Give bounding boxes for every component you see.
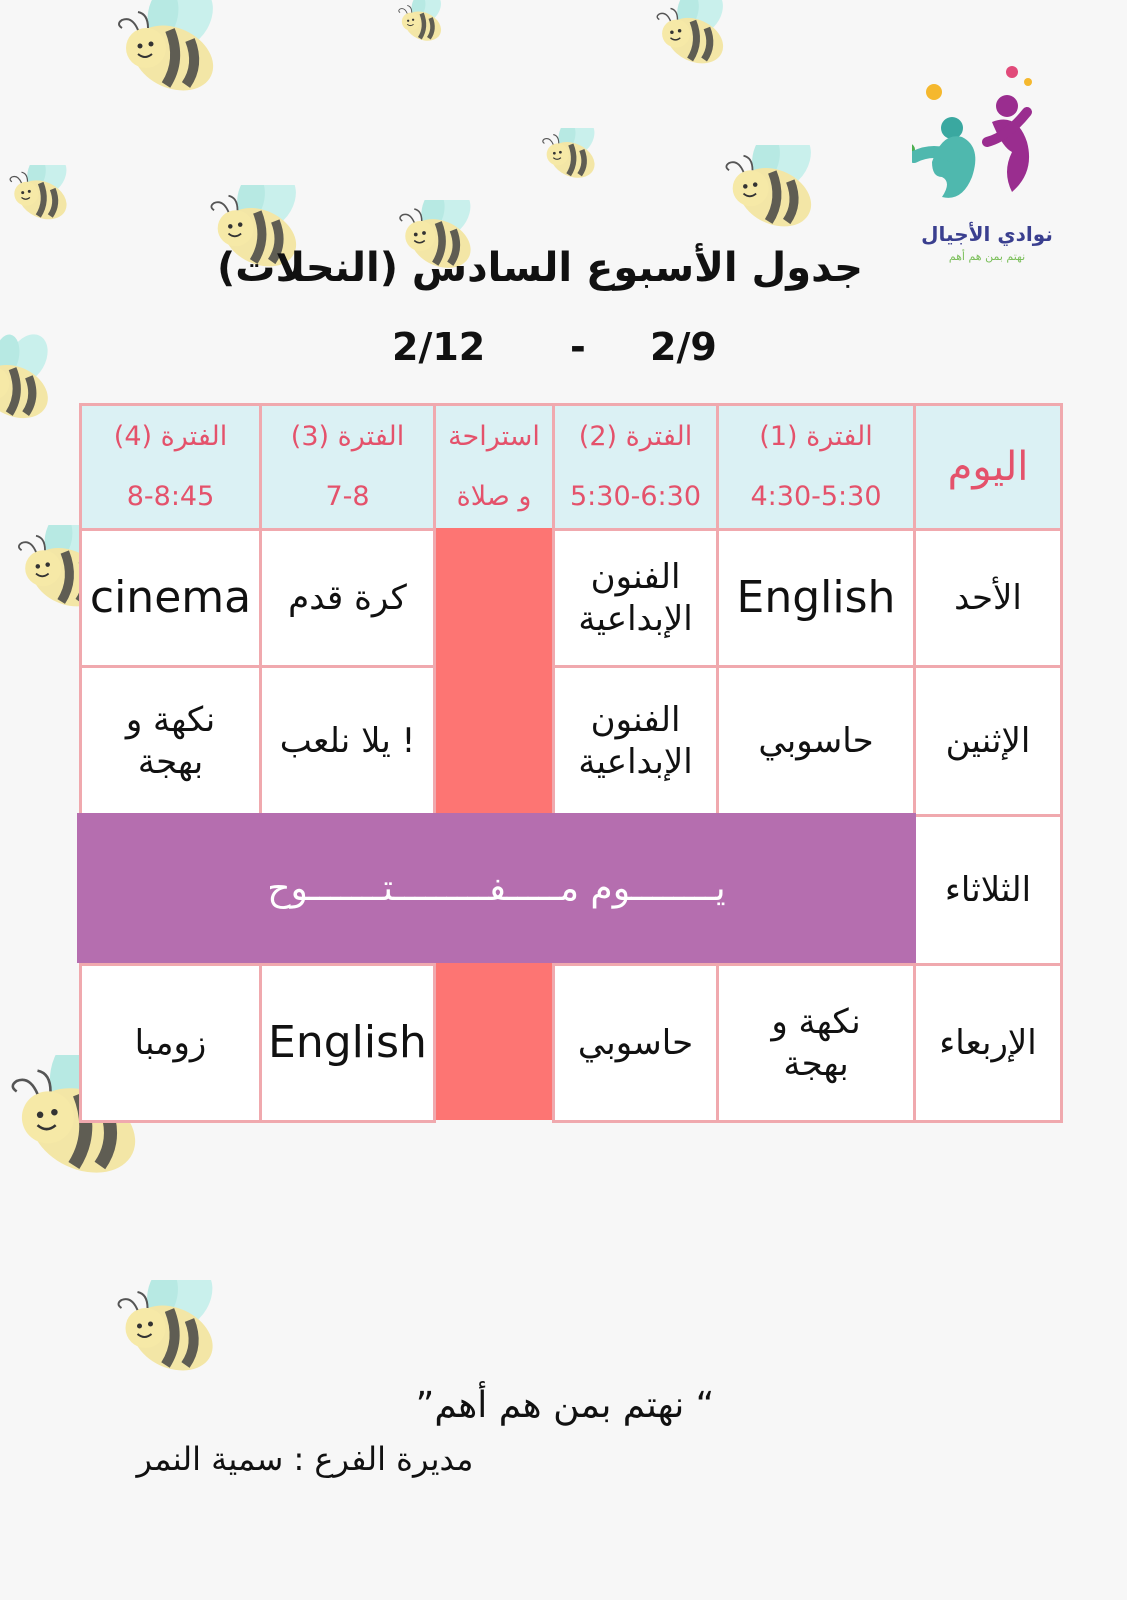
header-period-3-label: الفترة (3) bbox=[290, 421, 405, 452]
cell-wednesday-p2: حاسوبي bbox=[552, 963, 719, 1123]
cell-sunday-p3: كرة قدم bbox=[259, 528, 436, 668]
club-logo bbox=[912, 62, 1072, 277]
header-period-4 bbox=[79, 403, 262, 531]
cell-wednesday-p1: نكهة و بهجة bbox=[716, 963, 916, 1123]
break-column-bottom bbox=[436, 963, 552, 1120]
bee-icon bbox=[388, 0, 458, 45]
header-period-3 bbox=[259, 403, 436, 531]
bee-icon bbox=[5, 165, 80, 225]
break-column-top bbox=[436, 528, 552, 814]
header-period-1-label: الفترة (1) bbox=[759, 421, 873, 452]
page-title: جدول الأسبوع السادس (النحلات) bbox=[216, 245, 864, 291]
cell-sunday-p4: cinema bbox=[79, 528, 262, 668]
cell-monday-p2: الفنون الإبداعية bbox=[552, 665, 719, 817]
bee-icon bbox=[720, 145, 830, 235]
header-period-2-time: 5:30-6:30 bbox=[570, 481, 702, 512]
children-logo-icon bbox=[912, 62, 1062, 222]
date-end: 2/12 bbox=[392, 325, 486, 369]
bee-icon bbox=[98, 0, 248, 100]
bee-icon bbox=[635, 0, 755, 70]
date-start: 2/9 bbox=[650, 325, 717, 369]
cell-monday-p1: حاسوبي bbox=[716, 665, 916, 817]
row-day-tuesday: الثلاثاء bbox=[913, 814, 1063, 966]
cell-sunday-p2: الفنون الإبداعية bbox=[552, 528, 719, 668]
bee-icon bbox=[540, 128, 605, 183]
row-day-wednesday: الإربعاء bbox=[913, 963, 1063, 1123]
cell-wednesday-p3: English bbox=[259, 963, 436, 1123]
cell-sunday-p1: English bbox=[716, 528, 916, 668]
slogan-quote: “ نهتم بمن هم أهم” bbox=[415, 1385, 715, 1426]
header-break-line1: استراحة bbox=[448, 421, 540, 452]
header-period-2-label: الفترة (2) bbox=[578, 421, 693, 452]
header-day: اليوم bbox=[913, 403, 1063, 531]
branch-manager-signature: مديرة الفرع : سمية النمر bbox=[136, 1440, 474, 1478]
header-period-1 bbox=[716, 403, 916, 531]
header-period-3-time: 7-8 bbox=[325, 481, 370, 512]
header-break bbox=[433, 403, 555, 531]
row-day-monday: الإثنين bbox=[913, 665, 1063, 817]
header-period-1-time: 4:30-5:30 bbox=[750, 481, 882, 512]
row-day-sunday: الأحد bbox=[913, 528, 1063, 668]
logo-name: نوادي الأجيال bbox=[921, 222, 1053, 246]
cell-monday-p3: ! يلا نلعب bbox=[259, 665, 436, 817]
bee-icon bbox=[115, 1280, 230, 1380]
logo-tagline: نهتم بمن هم أهم bbox=[948, 250, 1026, 263]
bee-icon bbox=[0, 330, 60, 440]
date-separator: - bbox=[570, 325, 586, 369]
open-day-banner: يــــــــوم مـــــفـــــــــتـــــــوح bbox=[77, 813, 916, 963]
cell-wednesday-p4: زومبا bbox=[79, 963, 262, 1123]
header-period-4-time: 8-8:45 bbox=[126, 481, 215, 512]
schedule-table bbox=[79, 403, 1083, 1143]
header-period-2 bbox=[552, 403, 719, 531]
header-period-4-label: الفترة (4) bbox=[113, 421, 228, 452]
cell-monday-p4: نكهة و بهجة bbox=[79, 665, 262, 817]
header-break-line2: و صلاة bbox=[456, 481, 532, 512]
